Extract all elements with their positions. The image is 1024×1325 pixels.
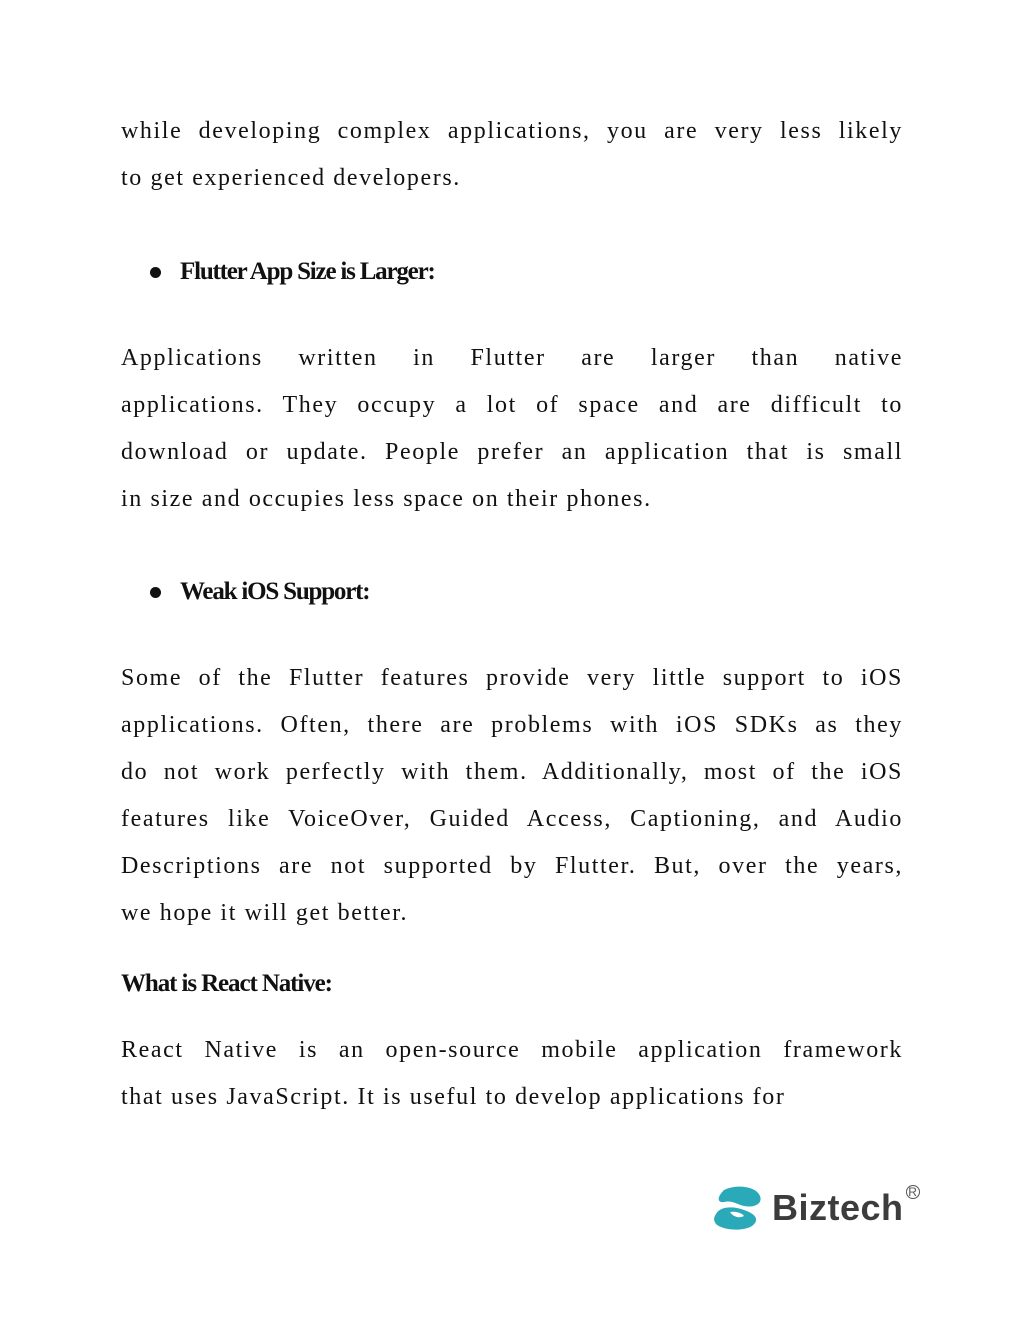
- text-line: do not work perfectly with them. Additionally, most of the iOS: [121, 759, 903, 785]
- text-line: Descriptions are not supported by Flutter. But, over the years,: [121, 853, 903, 879]
- bullet-dot-icon: [150, 267, 161, 278]
- text-line: that uses JavaScript. It is useful to develop applications for: [121, 1084, 786, 1110]
- text-line: while developing complex applications, you are very less likely: [121, 118, 903, 144]
- app-size-paragraph: [121, 335, 903, 523]
- text-line: Applications written in Flutter are larger than native: [121, 345, 903, 371]
- text-line: to get experienced developers.: [121, 165, 461, 191]
- logo-wordmark: Biztech: [772, 1187, 904, 1228]
- registered-mark-icon: R: [906, 1185, 920, 1199]
- biztech-swirl-icon: [710, 1184, 766, 1232]
- text-line: we hope it will get better.: [121, 900, 409, 926]
- bullet-label: Weak iOS Support:: [180, 578, 370, 605]
- bullet-ios-support: [150, 578, 369, 606]
- text-line: in size and occupies less space on their phones.: [121, 486, 652, 512]
- text-line: React Native is an open-source mobile application framework: [121, 1037, 903, 1063]
- biztech-logo: [710, 1184, 920, 1232]
- bullet-label: Flutter App Size is Larger:: [180, 258, 435, 285]
- react-native-paragraph: [121, 1027, 903, 1121]
- bullet-dot-icon: [150, 587, 161, 598]
- text-line: applications. They occupy a lot of space and are difficult to: [121, 392, 903, 418]
- text-line: features like VoiceOver, Guided Access, Captioning, and Audio: [121, 806, 903, 832]
- bullet-app-size: [150, 258, 435, 286]
- intro-paragraph: [121, 108, 903, 202]
- text-line: Some of the Flutter features provide very little support to iOS: [121, 665, 903, 691]
- text-line: download or update. People prefer an application that is small: [121, 439, 903, 465]
- section-heading: What is React Native:: [121, 970, 332, 997]
- ios-support-paragraph: [121, 655, 903, 937]
- text-line: applications. Often, there are problems with iOS SDKs as they: [121, 712, 903, 738]
